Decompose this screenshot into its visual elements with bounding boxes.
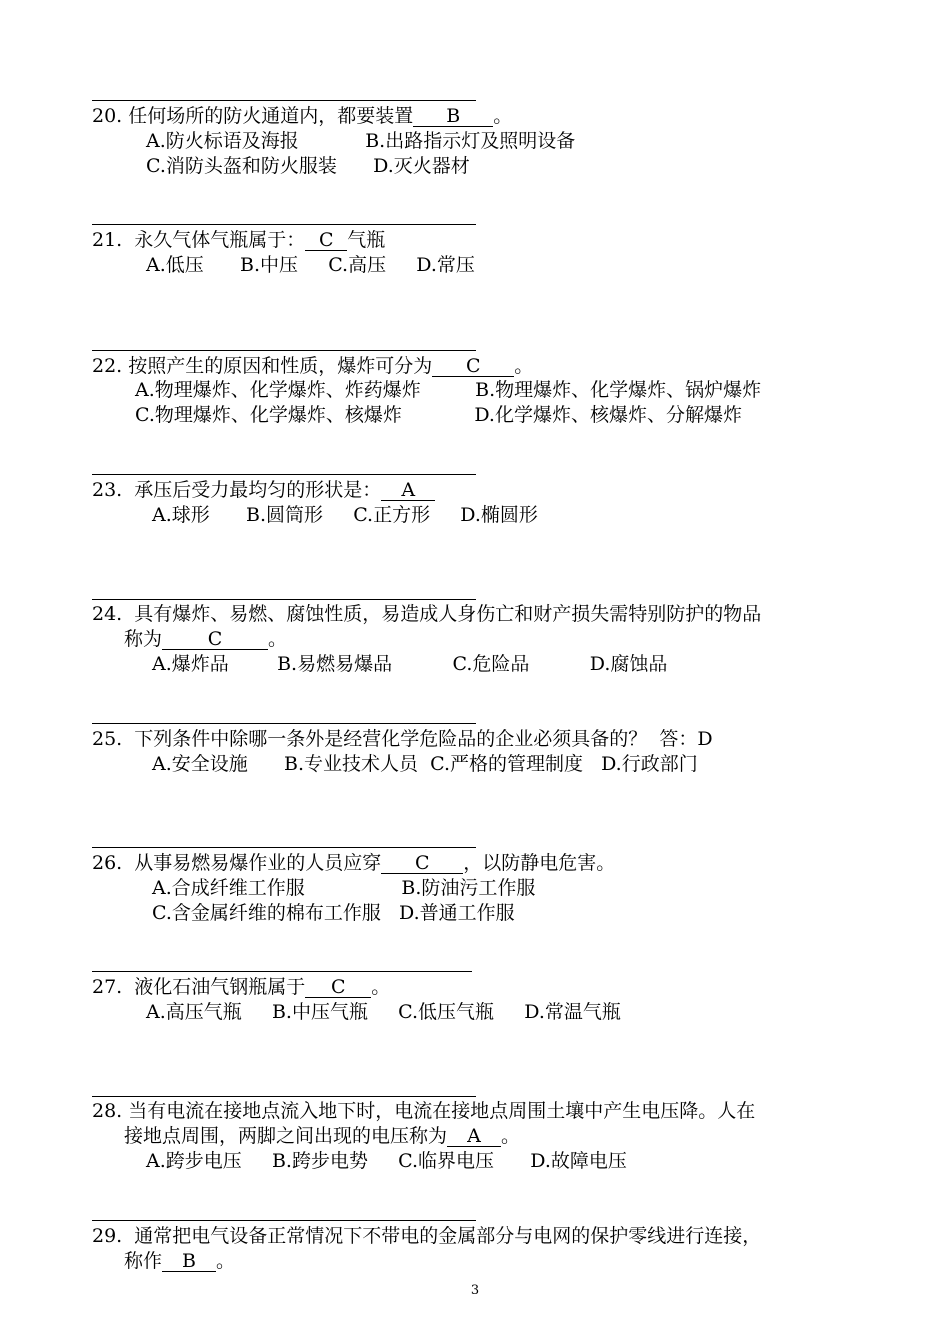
question-20-stem: 20. 任何场所的防火通道内，都要装置 — [92, 105, 414, 127]
question-24-answer: C — [162, 629, 268, 650]
separator-line-q22 — [92, 350, 476, 351]
separator-line-q21 — [92, 224, 476, 225]
separator-line-q26 — [92, 847, 476, 848]
question-29-stem-end: 。 — [216, 1250, 236, 1272]
question-21-answer: C — [305, 230, 347, 251]
question-23-stem: 23. 承压后受力最均匀的形状是： — [92, 479, 382, 501]
page-number: 3 — [470, 1283, 480, 1298]
question-28-line-1: 28. 当有电流在接地点流入地下时，电流在接地点周围土壤中产生电压降。人在 — [92, 1100, 756, 1122]
question-22-stem: 22. 按照产生的原因和性质，爆炸可分为 — [92, 355, 433, 377]
question-26-answer: C — [381, 853, 463, 874]
question-24-options-row-1: A.爆炸品 B.易燃易爆品 C.危险品 D.腐蚀品 — [152, 653, 668, 675]
question-26-options-row-2: C.含金属纤维的棉布工作服 D.普通工作服 — [152, 902, 515, 924]
question-26-stem: 26. 从事易燃易爆作业的人员应穿 — [92, 852, 382, 874]
separator-line-q27 — [92, 971, 472, 972]
question-21 — [92, 228, 385, 252]
question-25-options-row-1: A.安全设施 B.专业技术人员 C.严格的管理制度 D.行政部门 — [152, 753, 698, 775]
question-25: 25. 下列条件中除哪一条外是经营化学危险品的企业必须具备的？ 答：D — [92, 728, 713, 750]
question-20-answer: B — [413, 106, 493, 127]
question-22-stem-end: 。 — [514, 355, 534, 377]
question-24-stem: 称为 — [124, 628, 163, 650]
question-28-stem-end: 。 — [501, 1125, 521, 1147]
question-22-options-row-2: C.物理爆炸、化学爆炸、核爆炸 D.化学爆炸、核爆炸、分解爆炸 — [135, 404, 742, 426]
question-27 — [92, 975, 390, 999]
question-27-options-row-1: A.高压气瓶 B.中压气瓶 C.低压气瓶 D.常温气瓶 — [146, 1001, 621, 1023]
separator-line-q20 — [92, 100, 476, 101]
question-21-options-row-1: A.低压 B.中压 C.高压 D.常压 — [146, 254, 475, 276]
separator-line-q25 — [92, 723, 476, 724]
separator-line-q29 — [92, 1220, 476, 1221]
question-26-options-row-1: A.合成纤维工作服 B.防油污工作服 — [152, 877, 536, 899]
separator-line-q24 — [92, 599, 476, 600]
question-23 — [92, 478, 435, 502]
question-29-stem: 称作 — [124, 1250, 163, 1272]
separator-line-q23 — [92, 474, 476, 475]
question-28-line-2 — [124, 1124, 520, 1148]
question-24-stem-end: 。 — [268, 628, 288, 650]
question-29-line-2 — [124, 1249, 235, 1273]
question-20-options-row-2: C.消防头盔和防火服装 D.灭火器材 — [146, 155, 470, 177]
question-28-options-row-1: A.跨步电压 B.跨步电势 C.临界电压 D.故障电压 — [146, 1150, 627, 1172]
question-20 — [92, 104, 512, 128]
question-22-options-row-1: A.物理爆炸、化学爆炸、炸药爆炸 B.物理爆炸、化学爆炸、锅炉爆炸 — [135, 379, 762, 401]
question-20-options-row-1: A.防火标语及海报 B.出路指示灯及照明设备 — [146, 130, 576, 152]
question-21-stem: 21. 永久气体气瓶属于： — [92, 229, 306, 251]
question-23-answer: A — [381, 480, 435, 501]
question-26 — [92, 851, 615, 875]
question-27-answer: C — [305, 977, 371, 998]
question-29-answer: B — [162, 1251, 216, 1272]
question-24-line-1: 24. 具有爆炸、易燃、腐蚀性质，易造成人身伤亡和财产损失需特别防护的物品 — [92, 603, 762, 625]
question-22-answer: C — [432, 356, 514, 377]
question-24-line-2 — [124, 627, 287, 651]
question-21-stem-end: 气瓶 — [347, 229, 386, 251]
question-28-stem: 接地点周围，两脚之间出现的电压称为 — [124, 1125, 448, 1147]
separator-line-q28 — [92, 1096, 476, 1097]
question-23-options-row-1: A.球形 B.圆筒形 C.正方形 D.椭圆形 — [152, 504, 538, 526]
question-29-line-1: 29. 通常把电气设备正常情况下不带电的金属部分与电网的保护零线进行连接， — [92, 1225, 762, 1247]
question-27-stem: 27. 液化石油气钢瓶属于 — [92, 976, 306, 998]
question-27-stem-end: 。 — [371, 976, 391, 998]
question-28-answer: A — [447, 1126, 501, 1147]
question-20-stem-end: 。 — [493, 105, 513, 127]
question-22 — [92, 354, 533, 378]
question-26-stem-end: ，以防静电危害。 — [463, 852, 616, 874]
